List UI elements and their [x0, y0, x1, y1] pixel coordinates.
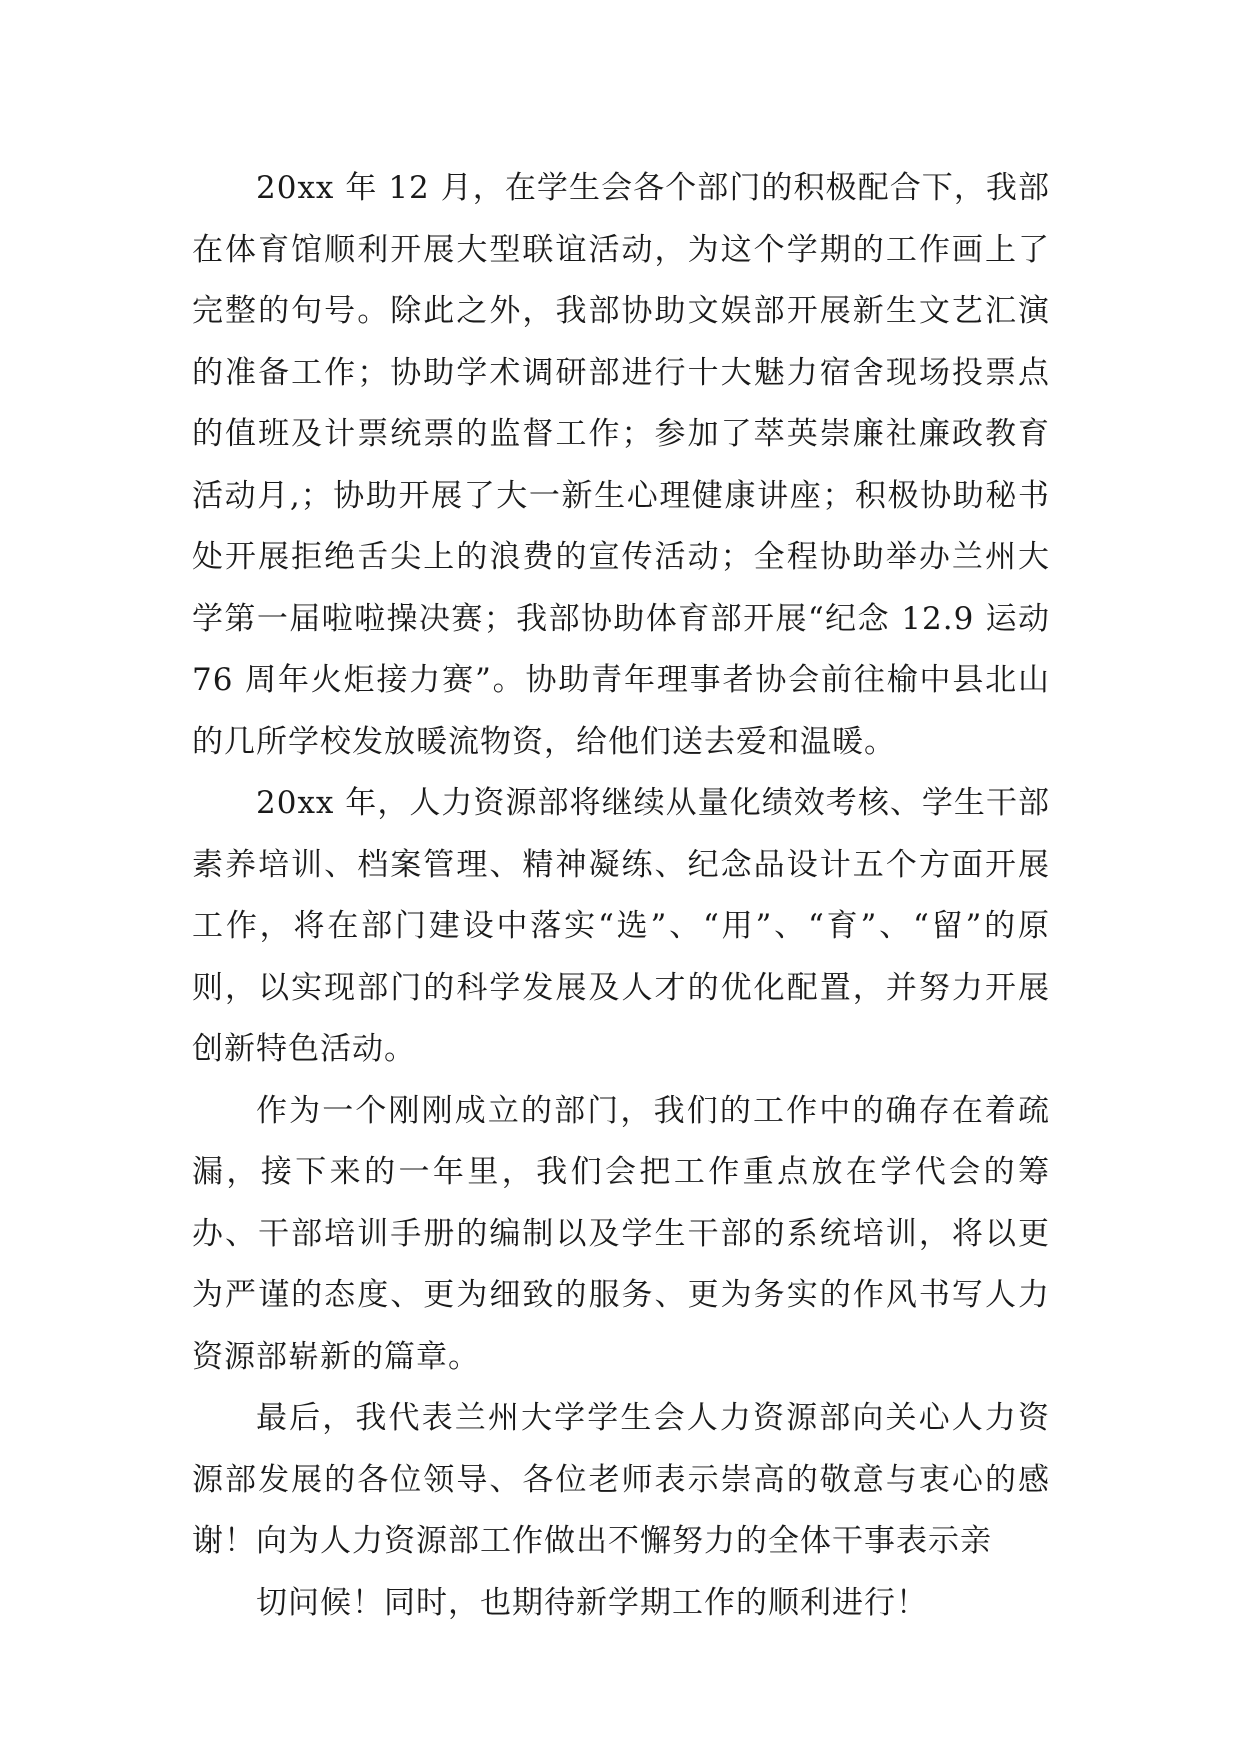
paragraph-thanks: 最后，我代表兰州大学学生会人力资源部向关心人力资源部发展的各位领导、各位老师表示崇高的敬意与衷心的感谢！向为人力资源部工作做出不懈努力的全体干事表示亲	[192, 1400, 1050, 1559]
document-body	[192, 158, 1050, 1634]
paragraph-reflection: 作为一个刚刚成立的部门，我们的工作中的确存在着疏漏，接下来的一年里，我们会把工作重点放在学代会的筹办、干部培训手册的编制以及学生干部的系统培训，将以更为严谨的态度、更为细致的服务、更为务实的作风书写人力资源部崭新的篇章。	[192, 1092, 1050, 1375]
paragraph-activities-summary: 20xx 年 12 月，在学生会各个部门的积极配合下，我部在体育馆顺利开展大型联谊活动，为这个学期的工作画上了完整的句号。除此之外，我部协助文娱部开展新生文艺汇演的准备工作；协助学术调研部进行十大魅力宿舍现场投票点的值班及计票统票的监督工作；参加了萃英崇廉社廉政教育活动月,；协助开展了大一新生心理健康讲座；积极协助秘书处开展拒绝舌尖上的浪费的宣传活动；全程协助举办兰州大学第一届啦啦操决赛；我部协助体育部开展“纪念 12.9 运动 76 周年火炬接力赛”。协助青年理事者协会前往榆中县北山的几所学校发放暖流物资，给他们送去爱和温暖。	[192, 170, 1050, 760]
paragraph-next-year-plan: 20xx 年，人力资源部将继续从量化绩效考核、学生干部素养培训、档案管理、精神凝练、纪念品设计五个方面开展工作，将在部门建设中落实“选”、“用”、“育”、“留”的原则，以实现部门的科学发展及人才的优化配置，并努力开展创新特色活动。	[192, 785, 1050, 1067]
paragraph-closing: 切问候！同时，也期待新学期工作的顺利进行！	[256, 1584, 928, 1621]
